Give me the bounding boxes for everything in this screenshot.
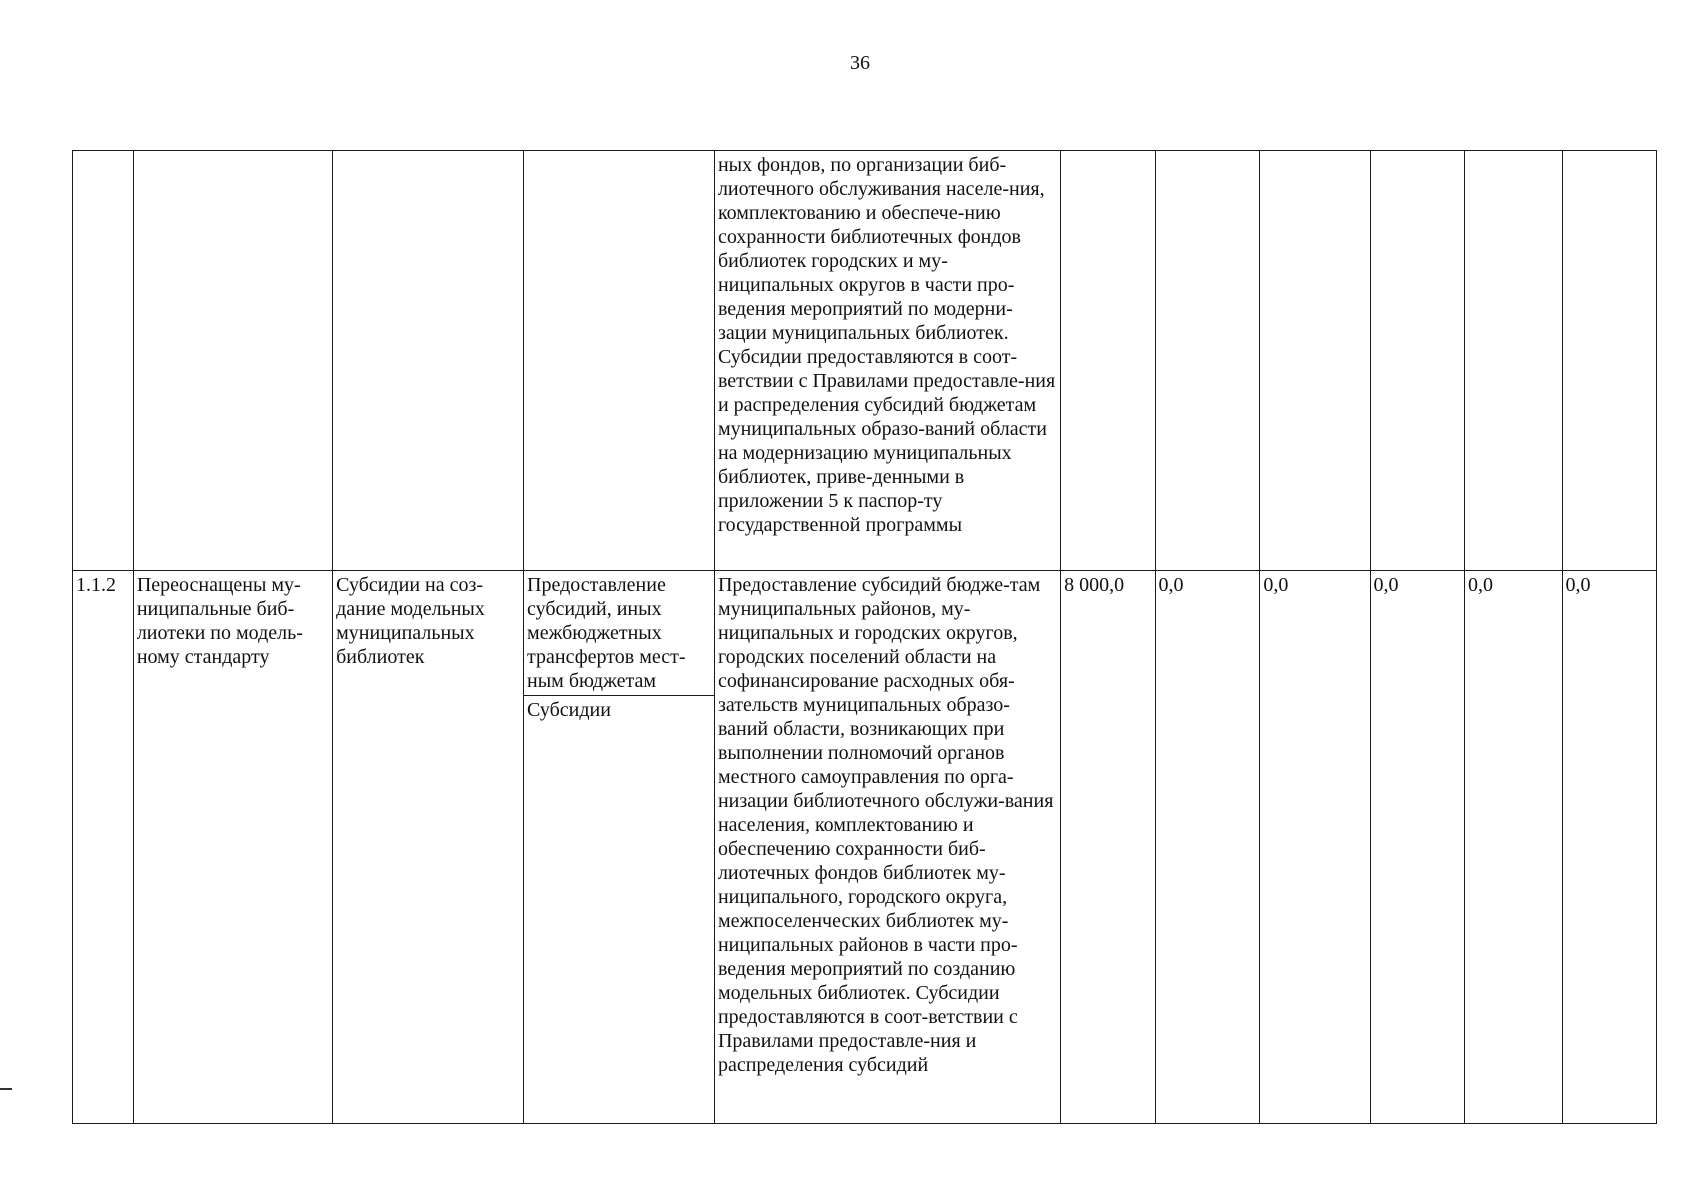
cell-value [1562, 151, 1657, 571]
cell-number: 1.1.2 [73, 571, 134, 1124]
cell-value: 0,0 [1370, 571, 1464, 1124]
table-row [73, 151, 1657, 571]
scan-edge-mark [0, 1088, 12, 1090]
type-subcell-transfers: Предоставление субсидий, иных межбюджетных трансфертов мест-ным бюджетам [524, 571, 714, 696]
cell-value: 0,0 [1562, 571, 1657, 1124]
type-subcell-subsidies: Субсидии [527, 699, 611, 721]
cell-result: Переоснащены му-ниципальные биб-лиотеки по модель-ному стандарту [133, 571, 332, 1124]
cell-number [73, 151, 134, 571]
cell-value [1370, 151, 1464, 571]
cell-value [1155, 151, 1260, 571]
page-number: 36 [850, 52, 870, 74]
cell-type [524, 151, 715, 571]
cell-value: 0,0 [1260, 571, 1370, 1124]
cell-result [133, 151, 332, 571]
cell-type [524, 571, 715, 1124]
cell-value [1260, 151, 1370, 571]
cell-value: 0,0 [1464, 571, 1562, 1124]
cell-value: 0,0 [1155, 571, 1260, 1124]
table-row [73, 571, 1657, 1124]
budget-table [72, 150, 1657, 1124]
cell-event: Субсидии на соз-дание модельных муниципальных библиотек [333, 571, 524, 1124]
cell-value: 8 000,0 [1061, 571, 1155, 1124]
cell-mechanism: ных фондов, по организации биб-лиотечного обслуживания населе-ния, комплектованию и обеспече-нию сохранности библиотечных фондов библиотек городских и му-ниципальных округов в части про-ведения мероприятий по модерни-зации муниципальных библиотек. Субсидии предоставляются в соот-ветствии с Правилами предоставле-ния и распределения субсидий бюджетам муниципальных образо-ваний области на модернизацию муниципальных библиотек, приве-денными в приложении 5 к паспор-ту государственной программы [714, 151, 1060, 571]
cell-event [333, 151, 524, 571]
cell-value [1464, 151, 1562, 571]
cell-value [1061, 151, 1155, 571]
cell-mechanism: Предоставление субсидий бюдже-там муниципальных районов, му-ниципальных и городских округов, городских поселений области на софинансирование расходных обя-зательств муниципальных образо-ваний области, возникающих при выполнении полномочий органов местного самоуправления по орга-низации библиотечного обслужи-вания населения, комплектованию и обеспечению сохранности биб-лиотечных фондов библиотек му-ниципального, городского округа, межпоселенческих библиотек му-ниципальных районов в части про-ведения мероприятий по созданию модельных библиотек. Субсидии предоставляются в соот-ветствии с Правилами предоставле-ния и распределения субсидий [714, 571, 1060, 1124]
